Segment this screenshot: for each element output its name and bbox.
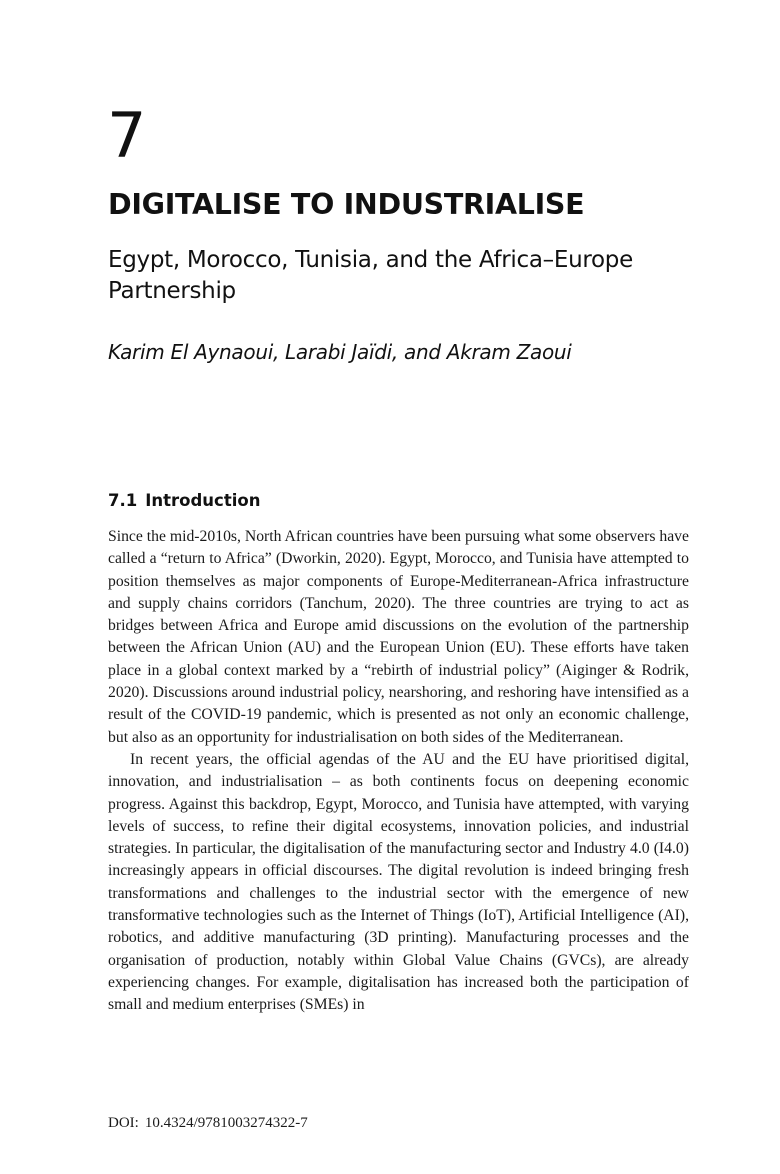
section-number: 7.1 <box>108 491 138 510</box>
paragraph: Since the mid-2010s, North African countries have been pursuing what some observers have called a “return to Africa” (Dworkin, 2020). Egypt, Morocco, and Tunisia have attempted to position themselves as major components of Europe-Mediterranean-Africa infrastructure and supply chains corridors (Tanchum, 2020). The three countries are trying to act as bridges between Africa and Europe amid discussions on the evolution of the partnership between the African Union (AU) and the European Union (EU). These efforts have taken place in a global context marked by a “rebirth of industrial policy” (Aiginger & Rodrik, 2020). Discussions around industrial policy, nearshoring, and reshoring have intensified as a result of the COVID-19 pandemic, which is presented as not only an economic challenge, but also as an opportunity for industrialisation on both sides of the Mediterranean. <box>108 528 689 746</box>
section-heading <box>108 489 260 513</box>
chapter-title: DIGITALISE TO INDUSTRIALISE <box>108 188 585 221</box>
chapter-authors: Karim El Aynaoui, Larabi Jaïdi, and Akram Zaoui <box>108 340 572 364</box>
doi-label: DOI: <box>108 1115 139 1131</box>
doi-footer <box>108 1113 308 1133</box>
paragraph: In recent years, the official agendas of the AU and the EU have prioritised digital, innovation, and industrialisation – as both continents focus on deepening economic progress. Against this backdrop, Egypt, Morocco, and Tunisia have attempted, with varying levels of success, to refine their digital ecosystems, innovation policies, and industrial strategies. In particular, the digitalisation of the manufacturing sector and Industry 4.0 (I4.0) increasingly appears in official discourses. The digital revolution is indeed bringing fresh transformations and challenges to the industrial sector with the emergence of new transformative technologies such as the Internet of Things (IoT), Artificial Intelligence (AI), robotics, and additive manufacturing (3D printing). Manufacturing processes and the organisation of production, notably within Global Value Chains (GVCs), are already experiencing changes. For example, digitalisation has increased both the participation of small and medium enterprises (SMEs) in <box>108 750 689 1014</box>
body-text <box>108 526 689 1017</box>
chapter-subtitle: Egypt, Morocco, Tunisia, and the Africa–Europe Partnership <box>108 247 633 304</box>
chapter-number: 7 <box>107 99 147 172</box>
section-title: Introduction <box>145 491 261 510</box>
doi-value: 10.4324/9781003274322-7 <box>144 1115 308 1131</box>
